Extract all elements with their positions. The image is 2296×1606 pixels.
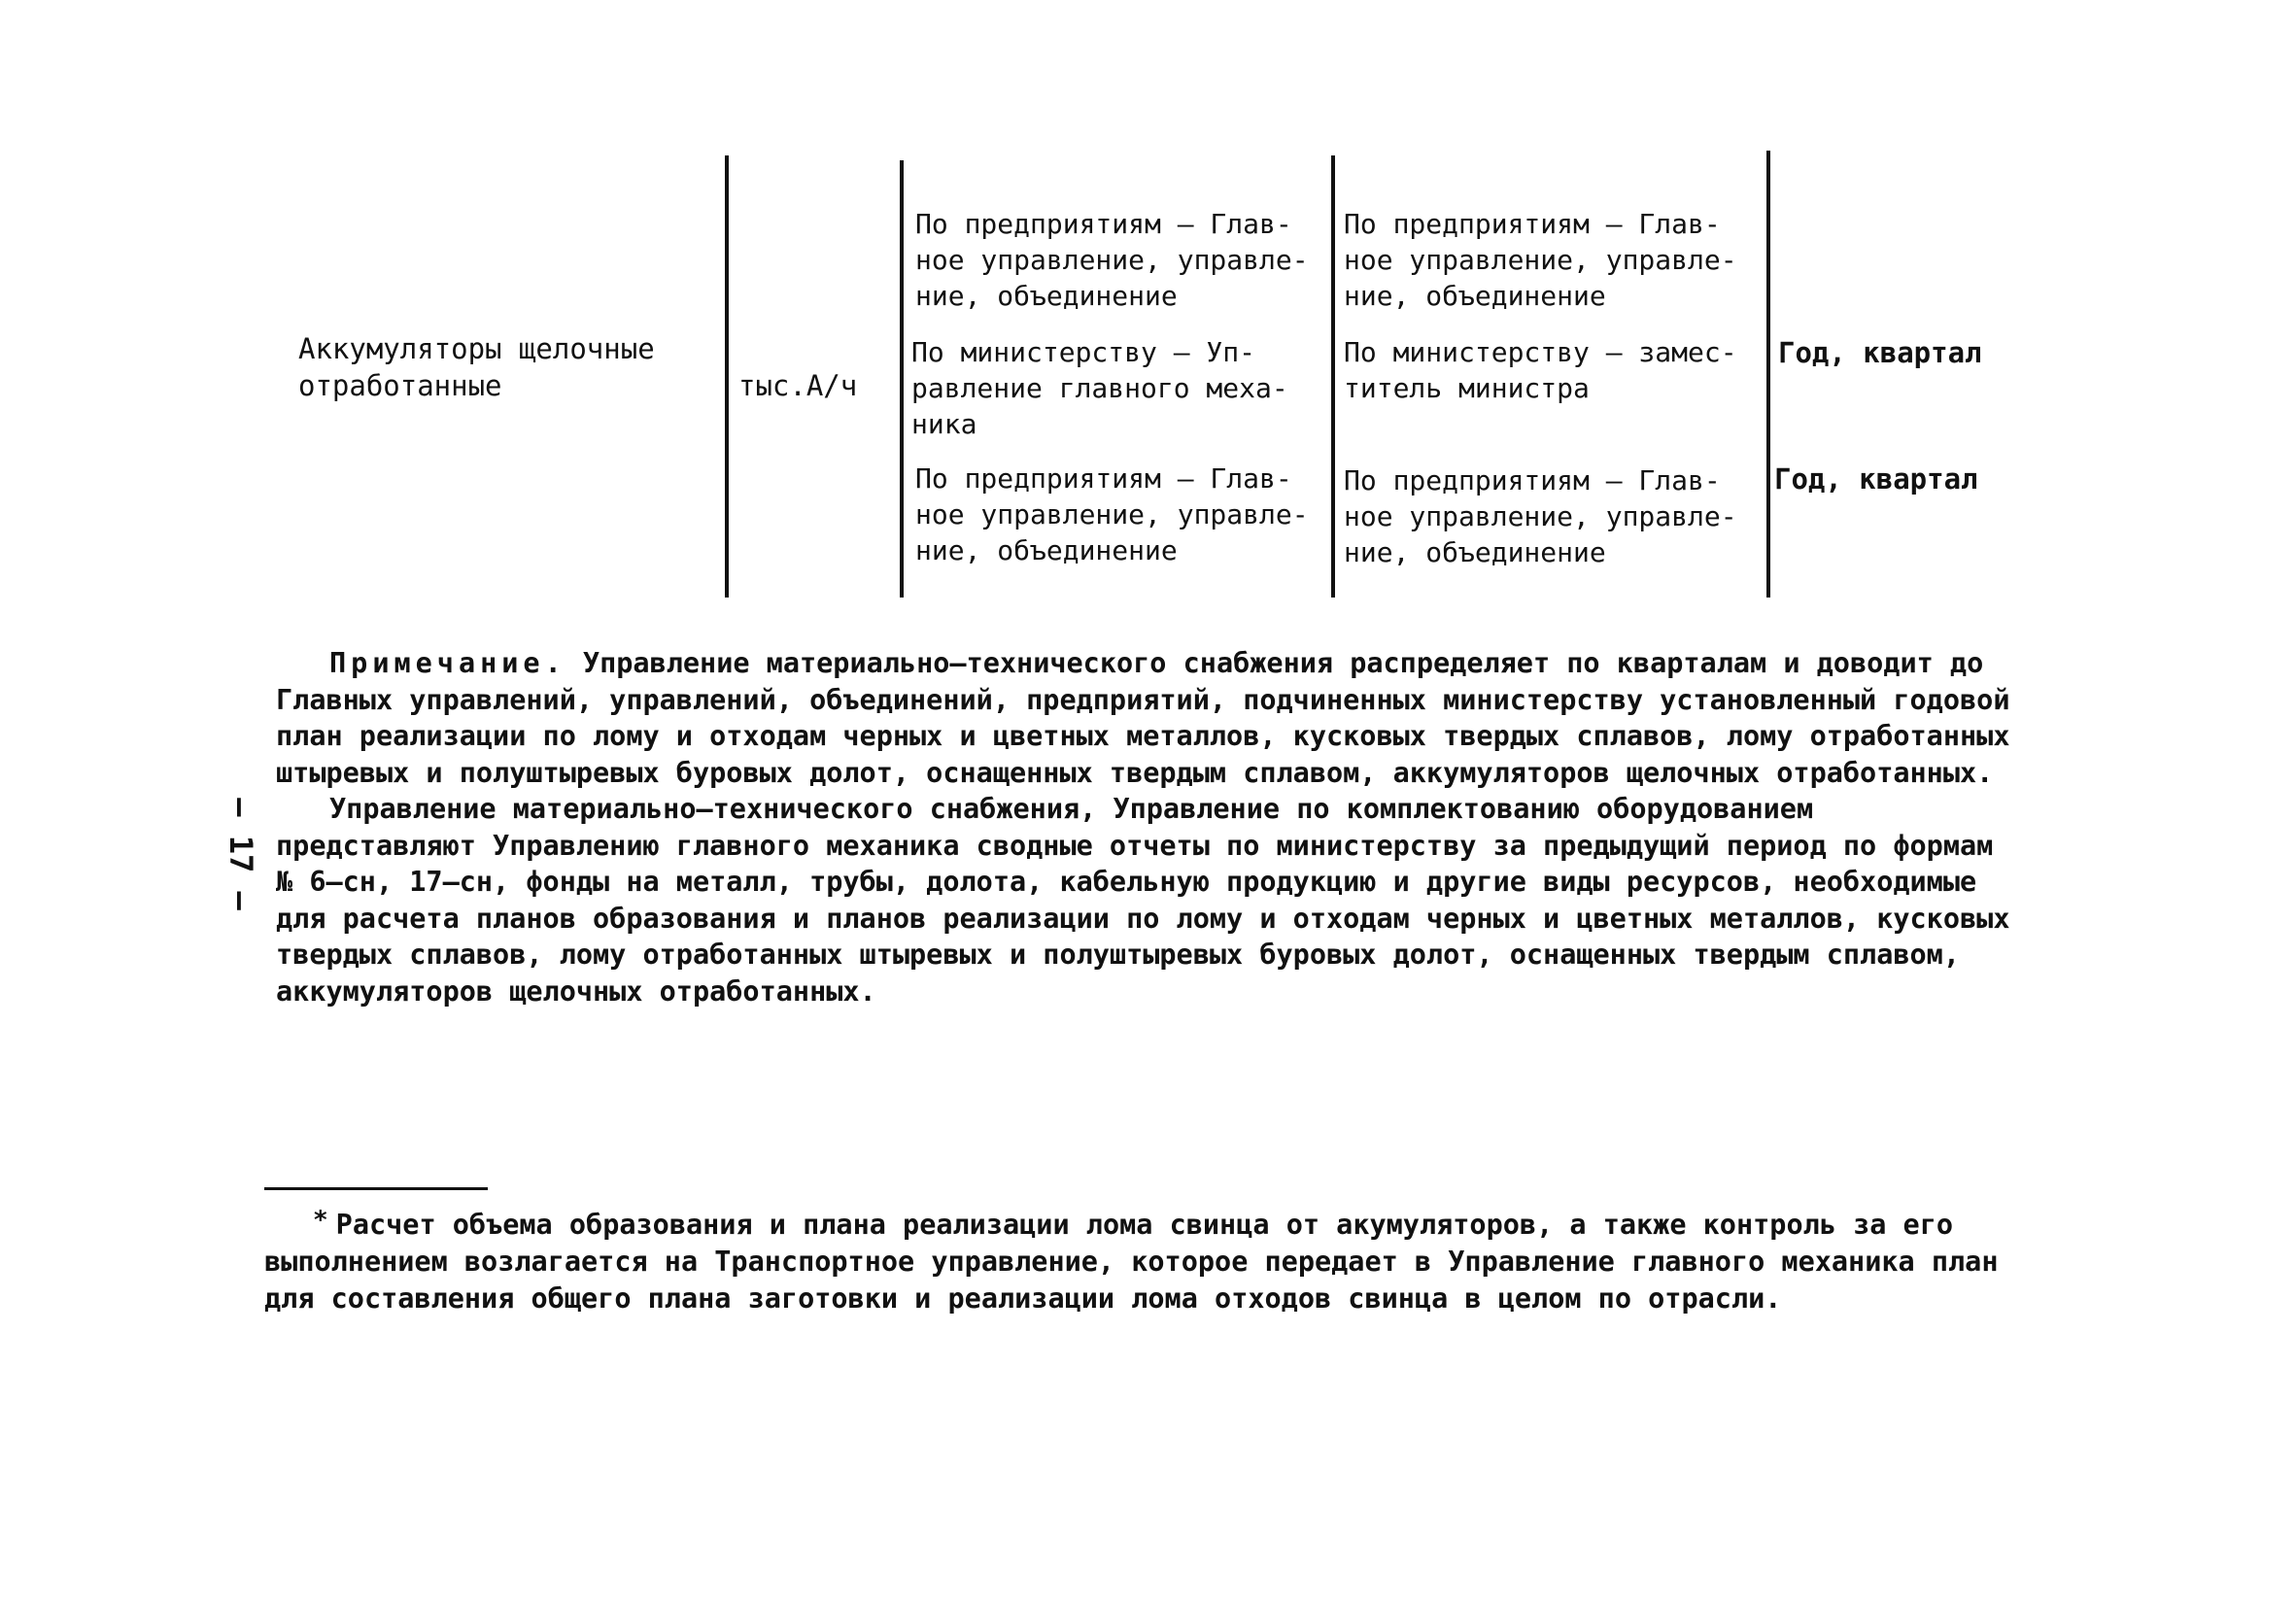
row3-approve-line1: По предприятиям – Глав- bbox=[1344, 464, 1721, 496]
row2-who-cell bbox=[911, 334, 1288, 442]
row2-approve-line1: По министерству – замес- bbox=[1344, 336, 1737, 368]
footnote-text: Расчет объема образования и плана реализации лома свинца от акумуляторов, а также контроль за его выполнением возлагается на Транспортное управление, которое передает в Управление главного механика план для составления общего плана заготовки и реализации лома отходов свинца в целом по отрасли. bbox=[264, 1209, 1999, 1315]
note-block bbox=[276, 645, 2015, 1009]
note-paragraph-1-text: Управление материально–технического снабжения распределяет по кварталам и доводит до Главных управлений, управлений, объединений, предприятий, подчиненных министерству установленный годовой план реализации по лому и отходам черных и цветных металлов, кусковых твердых сплавов, лому отработанных штыревых и полуштыревых буровых долот, оснащенных твердым сплавом, аккумуляторов щелочных отработанных. bbox=[276, 647, 2010, 789]
row1-approve-line2: ное управление, управле- bbox=[1344, 244, 1737, 276]
row2-who-line1: По министерству – Уп- bbox=[911, 336, 1256, 368]
row3-period: Год, квартал bbox=[1774, 462, 1978, 495]
unit-cell: тыс.А/ч bbox=[738, 369, 858, 402]
row3-who-line1: По предприятиям – Глав- bbox=[915, 462, 1292, 495]
row3-approve-cell bbox=[1344, 462, 1737, 570]
footnote-paragraph bbox=[264, 1202, 2033, 1317]
footnote-rule bbox=[264, 1187, 488, 1190]
row3-approve-line3: ние, объединение bbox=[1344, 536, 1606, 568]
note-paragraph-1 bbox=[276, 645, 2015, 791]
row1-who-line2: ное управление, управле- bbox=[915, 244, 1309, 276]
row2-approve-line2: титель министра bbox=[1344, 372, 1590, 404]
table-rule-1 bbox=[725, 155, 729, 598]
item-name bbox=[298, 330, 655, 404]
row1-approve-line1: По предприятиям – Глав- bbox=[1344, 208, 1721, 240]
row1-approve-line3: ние, объединение bbox=[1344, 280, 1606, 312]
row3-who-line2: ное управление, управле- bbox=[915, 498, 1309, 530]
table-rule-2 bbox=[900, 160, 904, 598]
footnote-block bbox=[264, 1202, 2033, 1317]
table-rule-3 bbox=[1331, 155, 1335, 598]
item-name-line1: Аккумуляторы щелочные bbox=[298, 332, 655, 365]
row1-approve-cell bbox=[1344, 206, 1737, 314]
note-paragraph-2: Управление материально–технического снабжения, Управление по комплектованию оборудованием представляют Управлению главного механика сводные отчеты по министерству за предыдущий период по формам № 6–сн, 17–сн, фонды на металл, трубы, долота, кабельную продукцию и другие виды ресурсов, необходимые для расчета планов образования и планов реализации по лому и отходам черных и цветных металлов, кусковых твердых сплавов, лому отработанных штыревых и полуштыревых буровых долот, оснащенных твердым сплавом, аккумуляторов щелочных отработанных. bbox=[276, 793, 2010, 1008]
page-number: – 17 – bbox=[222, 798, 259, 910]
row1-who-line3: ние, объединение bbox=[915, 280, 1178, 312]
row3-who-line3: ние, объединение bbox=[915, 534, 1178, 566]
row2-who-line2: равление главного меха- bbox=[911, 372, 1288, 404]
row3-approve-line2: ное управление, управле- bbox=[1344, 500, 1737, 532]
row2-who-line3: ника bbox=[911, 408, 977, 440]
row2-period: Год, квартал bbox=[1778, 336, 1982, 369]
row2-approve-cell bbox=[1344, 334, 1737, 406]
item-name-line2: отработанные bbox=[298, 369, 502, 402]
footnote-marker: * bbox=[313, 1206, 328, 1235]
note-title: Примечание. bbox=[329, 647, 566, 679]
row1-who-cell bbox=[915, 206, 1309, 314]
table-rule-4 bbox=[1766, 151, 1770, 598]
row3-who-cell bbox=[915, 461, 1309, 568]
row1-who-line1: По предприятиям – Глав- bbox=[915, 208, 1292, 240]
